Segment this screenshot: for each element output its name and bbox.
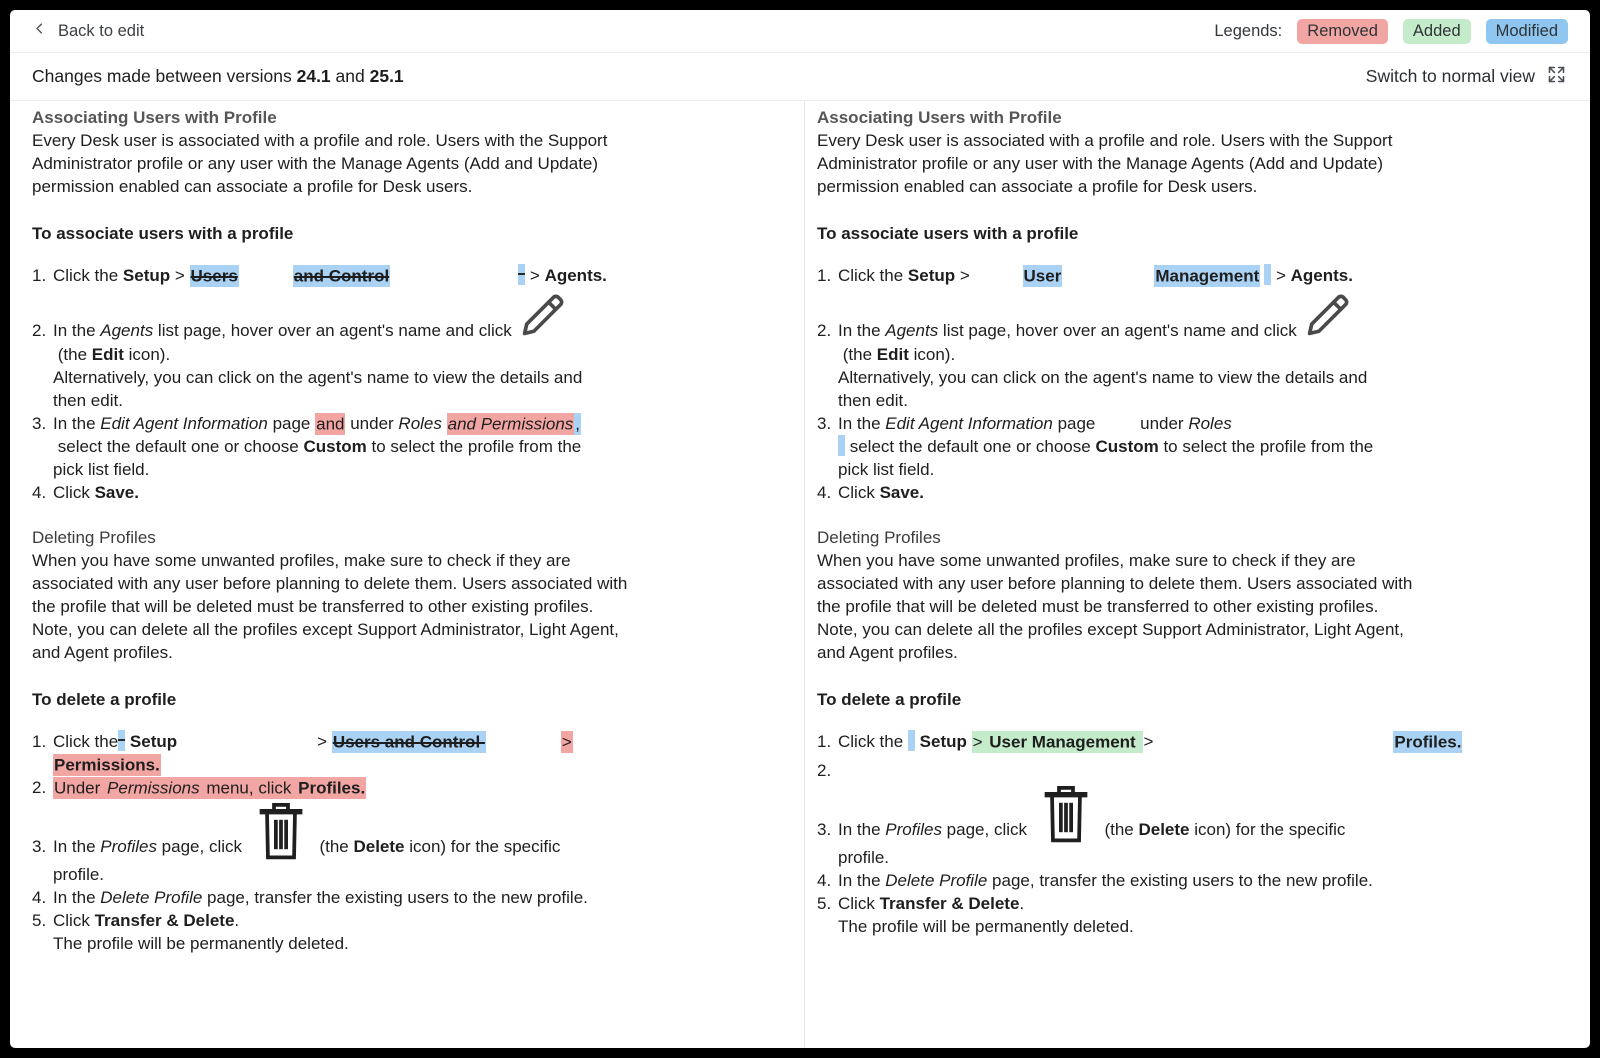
diff-removed: Profiles. [298,778,366,797]
paragraph [32,129,782,198]
section-subhead: To delete a profile [32,690,177,709]
text-segment: (the [53,345,92,364]
chevron-left-icon [32,21,47,41]
text-line [838,481,1572,504]
legends-label: Legends: [1214,21,1283,40]
text-segment: then edit. [53,391,123,410]
text-segment: Alternatively, you can click on the agent's name to view the details and [838,368,1368,387]
list-number: 4. [32,888,47,907]
text-segment: select the default one or choose [845,437,1096,456]
text-segment: Delete Profile [100,888,203,907]
text-line [53,932,782,955]
text-segment: Click the [53,266,123,285]
section-title: Deleting Profiles [32,528,156,547]
list-item [817,287,1572,412]
text-segment: The profile will be permanently deleted. [838,917,1134,936]
text-line [53,730,782,753]
diff-view-panel [10,10,1590,1048]
section-subhead: To associate users with a profile [32,224,294,243]
text-line [838,892,1572,915]
text-segment: Custom [1095,437,1159,456]
diff-removed: and Permissions [447,414,574,433]
text-segment: In the [53,321,101,340]
text-segment: page, click [941,820,1032,839]
section-subhead: To associate users with a profile [817,224,1079,243]
text-segment: In the [838,414,886,433]
text-segment: > [170,266,190,285]
text-line [53,343,782,366]
paragraph-line: and Agent profiles. [32,643,173,662]
list-item [32,264,782,287]
top-bar [10,10,1590,53]
paragraph-line: associated with any user before planning to delete them. Users associated with [817,574,1413,593]
diff-modified: Users and Control [332,732,485,751]
text-segment: Click [838,483,880,502]
text-segment [442,414,447,433]
list-number: 5. [817,894,832,913]
back-to-edit-button[interactable] [32,21,144,41]
diff-added: User Management [989,732,1136,751]
paragraph-line: Administrator profile or any user with the Manage Agents (Add and Update) [817,154,1384,173]
text-line [53,412,782,435]
diff-removed: and [316,414,345,433]
text-segment: Setup [919,732,967,751]
text-segment: profile. [838,848,890,867]
changes-mid: and [330,66,370,86]
text-segment: Agents. [1290,266,1353,285]
text-line [53,753,782,776]
text-segment: list page, hover over an agent's name and click [153,321,517,340]
diff-modified: , [575,414,581,433]
text-line [838,287,1572,343]
list-number: 3. [32,414,47,433]
text-line [53,458,782,481]
text-line [53,435,782,458]
paragraph-line: Note, you can delete all the profiles except Support Administrator, Light Agent, [32,620,619,639]
delete-trash-icon [253,799,309,863]
diff-modified: and Control [293,266,390,285]
list-item [817,264,1572,287]
text-line [53,886,782,909]
text-line [838,730,1572,753]
text-segment: Save. [879,483,924,502]
text-line [53,287,782,343]
diff-added: > [972,732,988,751]
list-item [817,730,1572,753]
text-segment: then edit. [838,391,908,410]
text-segment: Setup [122,266,171,285]
diff-modified-bar [838,435,845,456]
list-item [32,481,782,504]
text-line [53,366,782,389]
legend-modified-badge: Modified [1486,19,1568,44]
text-segment: Profiles [100,837,157,856]
text-segment: Agents. [544,266,607,285]
list-number: 1. [817,266,832,285]
list-number: 4. [817,483,832,502]
text-segment: under [1140,414,1189,433]
list-item [32,886,782,909]
edit-pencil-icon [517,287,569,343]
text-line [53,264,782,287]
diff-modified: Management [1155,266,1260,285]
text-segment: Roles [398,414,442,433]
text-line [838,869,1572,892]
text-segment: page, click [156,837,247,856]
list-number: 2. [32,778,47,797]
diff-removed: Under [54,778,106,797]
text-segment: Delete Profile [885,871,988,890]
paragraph-line: When you have some unwanted profiles, make sure to check if they are [817,551,1356,570]
text-segment: Click the [838,732,908,751]
text-segment: > [1143,732,1154,751]
steps-list [32,264,782,504]
text-segment [967,732,972,751]
text-line [838,458,1572,481]
text-segment: In the [838,820,886,839]
list-number: 5. [32,911,47,930]
switch-label: Switch to normal view [1365,66,1535,86]
text-segment: Edit [876,345,909,364]
list-number: 3. [817,820,832,839]
paragraph-line: Every Desk user is associated with a profile and role. Users with the Support [817,131,1393,150]
diff-removed: Permissions [107,778,200,797]
text-segment: Edit Agent Information [885,414,1053,433]
steps-list [817,730,1572,938]
paragraph-line: and Agent profiles. [817,643,958,662]
diff-removed: menu, click [201,778,297,797]
text-line [838,412,1572,435]
list-item [817,753,1572,782]
text-segment: icon). [908,345,956,364]
legend-added-badge: Added [1403,19,1471,44]
text-segment: Edit Agent Information [100,414,268,433]
new-version-column [805,101,1590,1048]
text-segment: list page, hover over an agent's name and click [938,321,1302,340]
text-line [838,389,1572,412]
text-segment: pick list field. [53,460,150,479]
text-segment: In the [53,414,101,433]
paragraph-line: Every Desk user is associated with a profile and role. Users with the Support [32,131,608,150]
sub-bar [10,53,1590,101]
paragraph-line: permission enabled can associate a profile for Desk users. [817,177,1258,196]
paragraph-line: permission enabled can associate a profile for Desk users. [32,177,473,196]
text-segment: Edit [91,345,124,364]
diff-modified-bar [908,730,915,751]
paragraph-line: Administrator profile or any user with the Manage Agents (Add and Update) [32,154,599,173]
list-item [32,412,782,481]
diff-removed: > [561,732,572,751]
text-segment: to select the profile from the [1158,437,1374,456]
paragraph [32,549,782,664]
text-segment: Agents [885,321,939,340]
text-segment: page, transfer the existing users to the new profile. [202,888,588,907]
diff-modified: Users [190,266,238,285]
text-segment: > [1271,266,1291,285]
paragraph-line: Note, you can delete all the profiles except Support Administrator, Light Agent, [817,620,1404,639]
text-segment: pick list field. [838,460,935,479]
text-segment: Profiles [885,820,942,839]
paragraph-line: When you have some unwanted profiles, make sure to check if they are [32,551,571,570]
list-number: 3. [817,414,832,433]
text-segment: Agents [100,321,154,340]
text-line [838,846,1572,869]
list-number: 2. [817,761,832,780]
text-line [53,909,782,932]
list-number: 2. [32,321,47,340]
text-segment: to select the profile from the [366,437,582,456]
text-segment: > [317,732,332,751]
text-line [838,435,1572,458]
paragraph-line: the profile that will be deleted must be transferred to other existing profiles. [32,597,594,616]
legend-badges [1297,19,1568,44]
list-number: 3. [32,837,47,856]
text-segment: under [345,414,399,433]
list-item [32,776,782,799]
paragraph [817,549,1572,664]
text-segment: page [267,414,316,433]
text-segment: select the default one or choose [53,437,304,456]
text-line [53,776,782,799]
text-segment: page, transfer the existing users to the new profile. [987,871,1373,890]
section-heading: Associating Users with Profile [817,108,1062,127]
paragraph-line: the profile that will be deleted must be transferred to other existing profiles. [817,597,1379,616]
text-line [53,799,782,863]
text-line [838,366,1572,389]
text-segment: . [1019,894,1025,913]
list-item [817,481,1572,504]
text-line [838,753,1572,776]
list-item [32,799,782,886]
text-line [53,863,782,886]
steps-list [32,730,782,955]
diff-content [10,101,1590,1048]
text-line [838,343,1572,366]
text-segment: The profile will be permanently deleted. [53,934,349,953]
paragraph [817,129,1572,198]
text-segment: > [955,266,975,285]
back-to-edit-label: Back to edit [58,21,145,40]
list-number: 4. [817,871,832,890]
list-number: 2. [817,321,832,340]
text-segment: . [234,911,240,930]
legend-removed-badge: Removed [1297,19,1388,44]
text-segment: In the [53,888,101,907]
text-segment: Click [838,894,880,913]
text-segment: Transfer & Delete [94,911,235,930]
text-line [53,481,782,504]
text-segment: Click [53,911,95,930]
text-segment: Delete [1138,820,1190,839]
steps-list [817,264,1572,504]
text-segment: Custom [303,437,367,456]
text-segment: Roles [1188,414,1232,433]
version-to: 25.1 [369,66,404,86]
text-segment: Click the [53,732,119,751]
changes-prefix: Changes made between versions [32,66,297,86]
text-segment: Click [53,483,95,502]
diff-removed: Permissions. [54,755,160,774]
switch-to-normal-view-button[interactable] [1366,64,1568,90]
text-segment: (the [1099,820,1139,839]
text-segment: In the [838,871,886,890]
legends-group [1214,19,1568,44]
text-line [838,264,1572,287]
section-subhead: To delete a profile [817,690,962,709]
text-segment: Setup [129,732,178,751]
list-item [32,287,782,412]
paragraph-line: associated with any user before planning to delete them. Users associated with [32,574,628,593]
text-segment: Transfer & Delete [879,894,1020,913]
text-segment: In the [53,837,101,856]
text-segment: icon) for the specific [404,837,561,856]
text-segment: Click the [838,266,908,285]
text-segment: Alternatively, you can click on the agent's name to view the details and [53,368,583,387]
text-line [53,389,782,412]
text-segment: (the [314,837,354,856]
section-heading: Associating Users with Profile [32,108,277,127]
edit-pencil-icon [1302,287,1354,343]
list-item [817,412,1572,481]
diff-modified: Profiles. [1394,732,1462,751]
old-version-column [10,101,805,1048]
text-segment: page [1052,414,1101,433]
text-segment: profile. [53,865,105,884]
text-segment: icon). [123,345,171,364]
diff-modified: User [1023,266,1062,285]
list-item [817,869,1572,892]
list-item [32,909,782,955]
list-item [817,892,1572,938]
list-item [817,782,1572,869]
delete-trash-icon [1038,782,1094,846]
text-segment: Delete [353,837,405,856]
text-segment: In the [838,321,886,340]
text-segment: (the [838,345,877,364]
list-number: 1. [32,266,47,285]
version-from: 24.1 [296,66,331,86]
changes-title [32,66,404,87]
list-item [32,730,782,776]
expand-icon [1545,64,1568,90]
list-number: 1. [817,732,832,751]
text-segment: Save. [94,483,139,502]
section-title: Deleting Profiles [817,528,941,547]
list-number: 1. [32,732,47,751]
text-line [838,782,1572,846]
text-segment: icon) for the specific [1189,820,1346,839]
text-segment: > [525,266,545,285]
text-line [838,915,1572,938]
list-number: 4. [32,483,47,502]
text-segment: Setup [907,266,956,285]
